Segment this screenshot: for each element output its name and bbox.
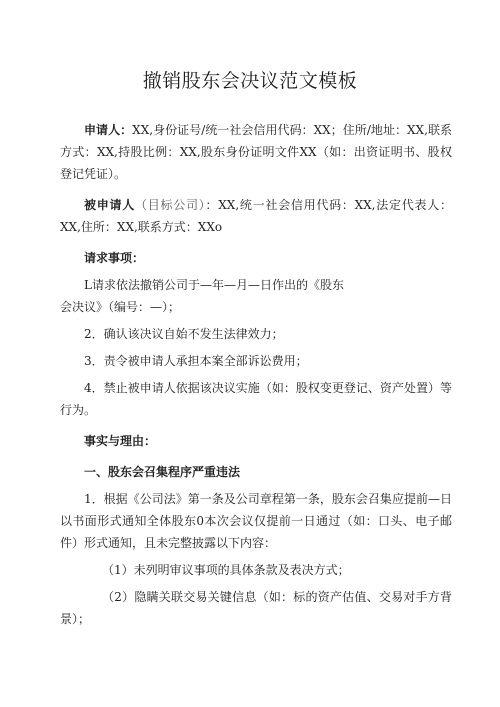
section-1-heading: 一、股东会召集程序严重违法: [84, 465, 241, 479]
applicant-paragraph: [60, 119, 452, 185]
requests-heading-paragraph: [60, 247, 452, 269]
facts-subitem-1: （1）未列明审议事项的具体条款及表决方式；: [102, 563, 350, 577]
document-body: [60, 119, 452, 635]
document-title: 撤销股东会决议范文模板: [142, 70, 358, 92]
facts-subitem-2: （2）隐瞒关联交易关键信息（如：标的资产估值、交易对手方背景）；: [60, 590, 452, 626]
facts-heading: 事实与理由：: [84, 434, 157, 448]
request-item-1-line-1: L请求依法撤销公司于—年—月—日作出的《股东: [84, 278, 344, 292]
section-1-heading-paragraph: [60, 461, 452, 483]
request-item-1-line-2: 会决议》（编号：—）；: [60, 300, 181, 314]
facts-paragraph-1: 1．根据《公司法》第一条及公司章程第一条，股东会召集应提前—日以书面形式通知全体股东0本次会议仅提前一日通过（如：口头、电子邮件）形式通知，且未完整披露以下内容：: [60, 492, 452, 550]
request-item-3: 3．责令被申请人承担本案全部诉讼费用；: [84, 354, 308, 368]
request-item-2: 2．确认该决议自始不发生法律效力；: [84, 327, 284, 341]
respondent-text: ：XX,统一社会信用代码：XX,法定代表人：XX,住所：XX,联系方式：XXo: [60, 198, 452, 234]
facts-heading-paragraph: [60, 430, 452, 452]
applicant-text: XX,身份证号/统一社会信用代码：XX；住所/地址：XX,联系方式：XX,持股比例：XX,股东身份证明文件XX（如：出资证明书、股权登记凭证）。: [60, 123, 452, 181]
respondent-paren: （目标公司）: [135, 198, 206, 212]
applicant-label: 申请人：: [84, 123, 133, 137]
respondent-label: 被申请人: [84, 198, 135, 212]
requests-heading: 请求事项：: [84, 251, 145, 265]
respondent-paragraph: [60, 194, 452, 238]
request-item-4: 4．禁止被申请人依据该决议实施（如：股权变更登记、资产处置）等行为。: [60, 381, 452, 417]
